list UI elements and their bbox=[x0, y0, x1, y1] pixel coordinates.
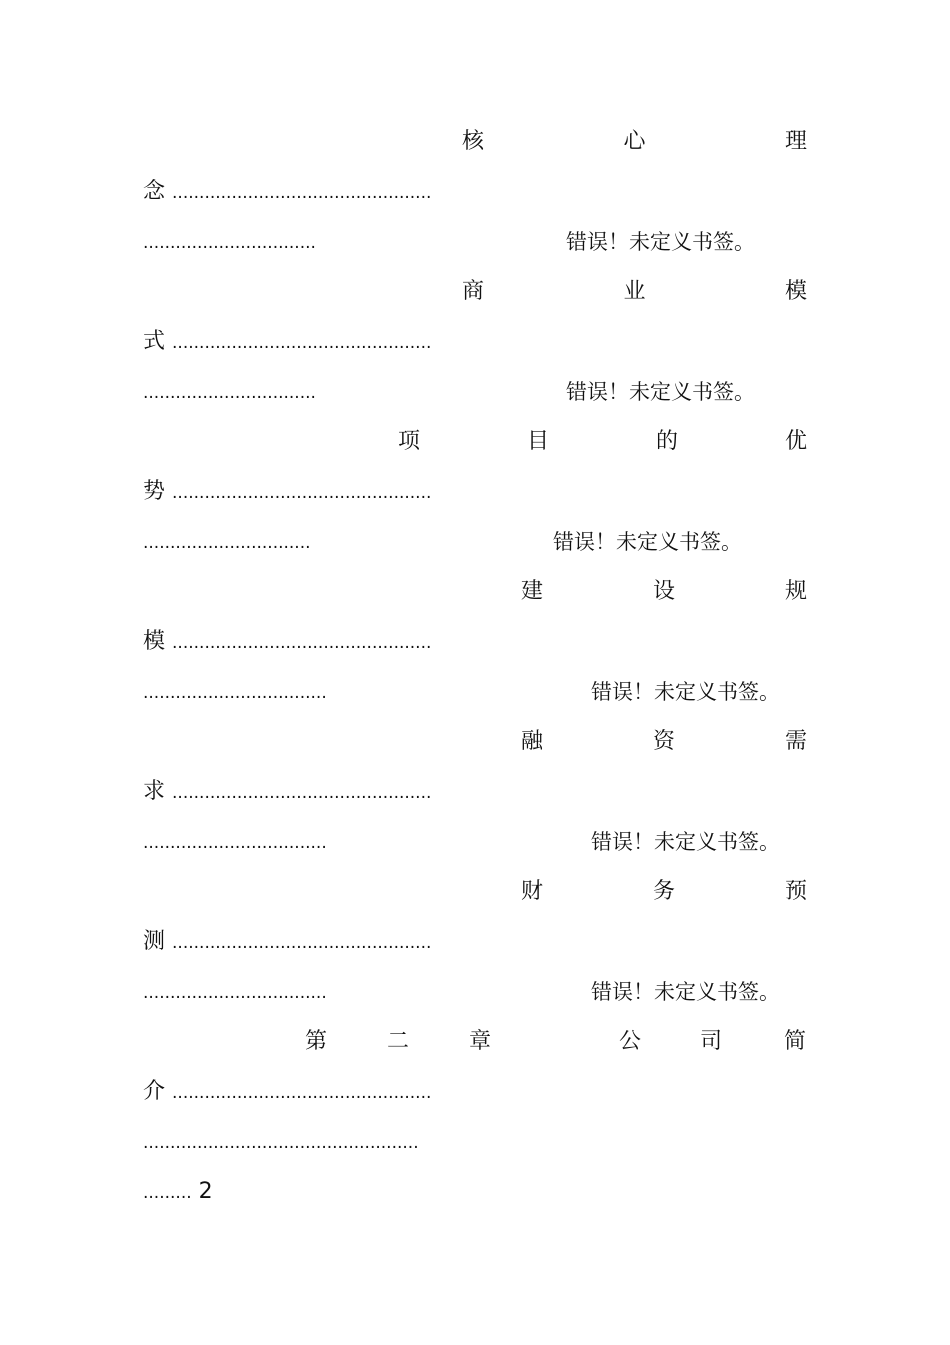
title-char: 理 bbox=[784, 129, 807, 154]
page-number: 2 bbox=[198, 1179, 213, 1204]
toc-entry-title bbox=[462, 127, 807, 157]
chapter-leader-line bbox=[143, 1077, 431, 1107]
title-char: 业 bbox=[623, 279, 646, 304]
title-last-char: 介 bbox=[143, 1079, 166, 1104]
bookmark-error: 错误！未定义书签。 bbox=[553, 530, 742, 554]
toc-entry-leader-cont bbox=[143, 827, 327, 857]
title-char: 第 bbox=[305, 1029, 328, 1054]
bookmark-error: 错误！未定义书签。 bbox=[591, 830, 780, 854]
title-char: 务 bbox=[652, 879, 675, 904]
title-char: 优 bbox=[784, 429, 807, 454]
title-char: 目 bbox=[526, 429, 549, 454]
dot-leader: ................................ bbox=[143, 233, 316, 253]
title-char: 模 bbox=[784, 279, 807, 304]
toc-entry-leader-line bbox=[143, 177, 431, 207]
dot-leader: ................................ bbox=[143, 383, 316, 403]
title-char: 建 bbox=[521, 579, 544, 604]
title-char: 资 bbox=[652, 729, 675, 754]
dot-leader: .................................. bbox=[143, 983, 327, 1003]
chapter-page-line bbox=[143, 1177, 213, 1207]
bookmark-error: 错误！未定义书签。 bbox=[566, 230, 755, 254]
toc-entry-title bbox=[521, 727, 807, 757]
dot-leader: ................................................ bbox=[172, 933, 432, 953]
toc-entry-leader-line bbox=[143, 777, 431, 807]
toc-entry-leader-line bbox=[143, 327, 431, 357]
toc-entry-leader-cont bbox=[143, 677, 327, 707]
dot-leader: ................................................ bbox=[172, 333, 432, 353]
dot-leader: .................................. bbox=[143, 833, 327, 853]
dot-leader: ................................................ bbox=[172, 633, 432, 653]
title-last-char: 势 bbox=[143, 479, 166, 504]
title-last-char: 模 bbox=[143, 629, 166, 654]
toc-entry-leader-line bbox=[143, 477, 431, 507]
dot-leader: ................................................... bbox=[143, 1133, 419, 1153]
title-char: 财 bbox=[521, 879, 544, 904]
toc-entry-leader-cont bbox=[143, 227, 316, 257]
title-char: 公 bbox=[619, 1029, 642, 1054]
dot-leader: ................................................ bbox=[172, 483, 432, 503]
title-char: 司 bbox=[700, 1029, 723, 1054]
title-char: 商 bbox=[462, 279, 485, 304]
title-char: 核 bbox=[462, 129, 485, 154]
dot-leader: ............................... bbox=[143, 533, 311, 553]
chapter-title bbox=[0, 1027, 950, 1057]
title-char: 规 bbox=[784, 579, 807, 604]
title-last-char: 求 bbox=[143, 779, 166, 804]
toc-entry-title bbox=[398, 427, 807, 457]
toc-entry-title bbox=[462, 277, 807, 307]
toc-entry-leader-line bbox=[143, 927, 431, 957]
bookmark-error: 错误！未定义书签。 bbox=[591, 680, 780, 704]
title-char: 简 bbox=[784, 1029, 807, 1054]
dot-leader: .................................. bbox=[143, 683, 327, 703]
title-char: 项 bbox=[398, 429, 421, 454]
dot-leader: ................................................ bbox=[172, 1083, 432, 1103]
title-char: 章 bbox=[469, 1029, 492, 1054]
title-char: 的 bbox=[655, 429, 678, 454]
title-char: 需 bbox=[784, 729, 807, 754]
dot-leader: ......... bbox=[143, 1183, 192, 1203]
toc-entry-title bbox=[521, 577, 807, 607]
title-char: 预 bbox=[784, 879, 807, 904]
title-char: 二 bbox=[387, 1029, 410, 1054]
title-last-char: 念 bbox=[143, 179, 166, 204]
toc-entry-title bbox=[521, 877, 807, 907]
toc-entry-leader-cont bbox=[143, 527, 311, 557]
chapter-leader-cont bbox=[143, 1127, 419, 1157]
toc-entry-leader-cont bbox=[143, 377, 316, 407]
title-char: 心 bbox=[623, 129, 646, 154]
bookmark-error: 错误！未定义书签。 bbox=[566, 380, 755, 404]
title-last-char: 测 bbox=[143, 929, 166, 954]
dot-leader: ................................................ bbox=[172, 183, 432, 203]
title-last-char: 式 bbox=[143, 329, 166, 354]
dot-leader: ................................................ bbox=[172, 783, 432, 803]
toc-entry-leader-cont bbox=[143, 977, 327, 1007]
title-char: 融 bbox=[521, 729, 544, 754]
title-char: 设 bbox=[652, 579, 675, 604]
toc-entry-leader-line bbox=[143, 627, 431, 657]
bookmark-error: 错误！未定义书签。 bbox=[591, 980, 780, 1004]
